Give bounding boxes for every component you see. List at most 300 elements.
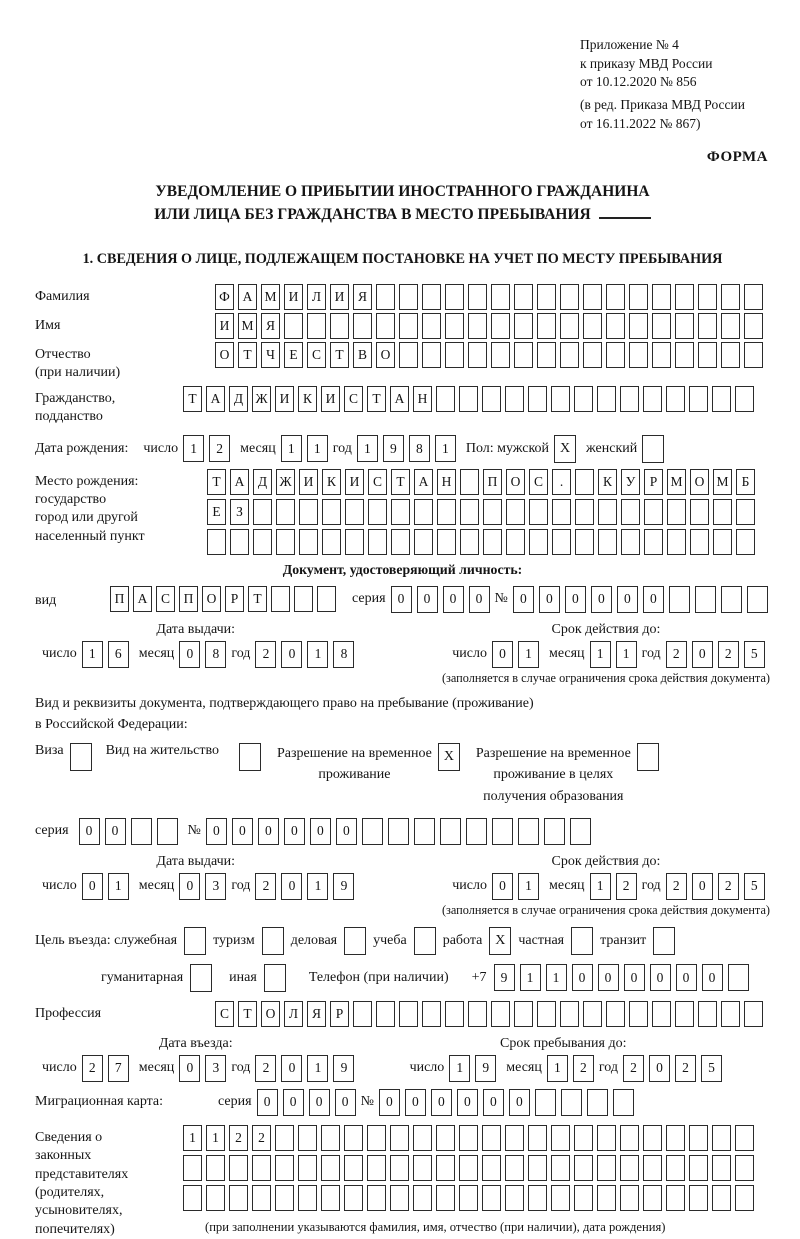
temp-edu-label-line1: Разрешение на временное: [475, 745, 631, 761]
char-cell: А: [230, 469, 249, 495]
char-cell: [537, 1001, 556, 1027]
tourism-label: туризм: [213, 932, 255, 948]
phone-label: Телефон (при наличии): [308, 969, 449, 985]
char-cell: [376, 1001, 395, 1027]
doc-issue-heading: Дата выдачи:: [156, 621, 236, 637]
char-cell: [459, 386, 478, 412]
char-cell: [652, 313, 671, 339]
permit-series-label: серия: [35, 823, 69, 839]
char-cell: И: [284, 284, 303, 310]
char-cell: 2: [255, 1055, 276, 1082]
char-cell: 0: [310, 818, 331, 845]
char-cell: 0: [492, 873, 513, 900]
char-cell: 0: [391, 586, 412, 613]
char-cell: [353, 1001, 372, 1027]
month-label: месяц: [548, 646, 585, 661]
char-cell: 1: [518, 641, 539, 668]
char-cell: [561, 1089, 582, 1116]
permits-row: [35, 743, 770, 808]
char-cell: [643, 386, 662, 412]
char-cell: 2: [616, 873, 637, 900]
permit-issue-day-grid: [82, 873, 129, 900]
char-cell: 2: [573, 1055, 594, 1082]
name-grid: [215, 313, 763, 339]
permit-valid-year-grid: [666, 873, 765, 900]
char-cell: [459, 1125, 478, 1151]
char-cell: [70, 743, 92, 771]
temp-residence-label: [277, 743, 432, 786]
char-cell: 9: [333, 1055, 354, 1082]
char-cell: [345, 499, 364, 525]
char-cell: [190, 964, 212, 992]
char-cell: Я: [261, 313, 280, 339]
profession-grid: [215, 1001, 763, 1027]
char-cell: [298, 1155, 317, 1181]
char-cell: [299, 529, 318, 555]
char-cell: Р: [644, 469, 663, 495]
char-cell: [399, 284, 418, 310]
study-label: учеба: [373, 932, 407, 948]
other-label: иная: [229, 969, 257, 985]
business-label: деловая: [290, 932, 338, 948]
char-cell: О: [506, 469, 525, 495]
char-cell: 1: [435, 435, 456, 462]
char-cell: [206, 1185, 225, 1211]
char-cell: А: [238, 284, 257, 310]
doc-number-grid: [513, 586, 768, 613]
char-cell: 1: [357, 435, 378, 462]
purpose-label: Цель въезда: служебная: [35, 932, 178, 948]
residence-permit-checkbox: [239, 743, 261, 771]
char-cell: [606, 313, 625, 339]
temp-residence-checkbox: [438, 743, 460, 771]
stay-day-grid: [449, 1055, 496, 1082]
char-cell: С: [529, 469, 548, 495]
char-cell: Ж: [276, 469, 295, 495]
char-cell: [551, 386, 570, 412]
permit-valid-note: (заполняется в случае ограничения срока действия документа): [441, 902, 770, 917]
char-cell: [321, 1155, 340, 1181]
permit-series-grid: [79, 818, 178, 845]
char-cell: [690, 499, 709, 525]
char-cell: [528, 1155, 547, 1181]
char-cell: [390, 1185, 409, 1211]
doc-type-row: [35, 586, 770, 613]
char-cell: [298, 1125, 317, 1151]
char-cell: [712, 1185, 731, 1211]
birth-month-label: месяц: [240, 440, 276, 456]
char-cell: [252, 1185, 271, 1211]
char-cell: 5: [701, 1055, 722, 1082]
char-cell: 0: [232, 818, 253, 845]
char-cell: [299, 499, 318, 525]
char-cell: [652, 284, 671, 310]
id-doc-heading: Документ, удостоверяющий личность:: [282, 561, 523, 577]
char-cell: [529, 529, 548, 555]
char-cell: 1: [546, 964, 567, 991]
char-cell: 2: [252, 1125, 271, 1151]
header-sub-line-1: (в ред. Приказа МВД России: [580, 96, 745, 112]
char-cell: 0: [405, 1089, 426, 1116]
char-cell: 1: [82, 641, 103, 668]
permit-series-row: [35, 818, 770, 845]
char-cell: [721, 284, 740, 310]
char-cell: 0: [457, 1089, 478, 1116]
char-cell: [445, 313, 464, 339]
char-cell: [689, 1155, 708, 1181]
char-cell: [537, 342, 556, 368]
char-cell: 5: [744, 873, 765, 900]
char-cell: [744, 284, 763, 310]
char-cell: [597, 1125, 616, 1151]
temp-residence-label-line1: Разрешение на временное: [276, 745, 432, 761]
humanitarian-label: гуманитарная: [101, 969, 184, 985]
char-cell: 0: [431, 1089, 452, 1116]
char-cell: [629, 342, 648, 368]
char-cell: [736, 499, 755, 525]
char-cell: [183, 1155, 202, 1181]
char-cell: Н: [437, 469, 456, 495]
char-cell: [330, 313, 349, 339]
char-cell: 0: [281, 873, 302, 900]
char-cell: 1: [281, 435, 302, 462]
char-cell: [436, 1185, 455, 1211]
stay-until-heading: Срок пребывания до:: [500, 1035, 627, 1051]
char-cell: [368, 499, 387, 525]
header-reference: [580, 36, 768, 133]
char-cell: [537, 284, 556, 310]
char-cell: Д: [253, 469, 272, 495]
char-cell: 0: [702, 964, 723, 991]
birth-day-label: число: [143, 440, 179, 456]
char-cell: 0: [591, 586, 612, 613]
char-cell: [505, 1185, 524, 1211]
section1-heading: 1. СВЕДЕНИЯ О ЛИЦЕ, ПОДЛЕЖАЩЕМ ПОСТАНОВКЕ НА УЧЕТ ПО МЕСТУ ПРЕБЫВАНИЯ: [82, 250, 723, 267]
char-cell: М: [261, 284, 280, 310]
char-cell: И: [321, 386, 340, 412]
char-cell: [344, 927, 366, 955]
permit-valid-fields: [447, 873, 764, 900]
char-cell: [721, 313, 740, 339]
char-cell: К: [298, 386, 317, 412]
char-cell: 9: [333, 873, 354, 900]
char-cell: [482, 1125, 501, 1151]
char-cell: Ж: [252, 386, 271, 412]
name-label: Имя: [35, 317, 61, 333]
surname-label: Фамилия: [35, 288, 90, 304]
char-cell: [583, 284, 602, 310]
char-cell: [271, 586, 290, 612]
char-cell: [482, 1185, 501, 1211]
char-cell: 0: [258, 818, 279, 845]
year-label: год: [598, 1060, 618, 1076]
char-cell: 0: [379, 1089, 400, 1116]
char-cell: Т: [238, 342, 257, 368]
char-cell: 3: [205, 1055, 226, 1082]
char-cell: [436, 386, 455, 412]
char-cell: 1: [590, 873, 611, 900]
char-cell: [466, 818, 487, 845]
char-cell: 0: [483, 1089, 504, 1116]
char-cell: [675, 342, 694, 368]
char-cell: [362, 818, 383, 845]
char-cell: [574, 1185, 593, 1211]
char-cell: [459, 1185, 478, 1211]
char-cell: [322, 499, 341, 525]
residence-doc-text: [35, 693, 770, 735]
day-label: число: [42, 878, 77, 894]
page-title: [35, 180, 770, 227]
official-checkbox: [184, 927, 206, 955]
residence-permit-pair: [106, 743, 261, 771]
char-cell: [552, 499, 571, 525]
char-cell: 0: [281, 1055, 302, 1082]
char-cell: [747, 586, 768, 613]
char-cell: 0: [309, 1089, 330, 1116]
char-cell: 9: [475, 1055, 496, 1082]
char-cell: [712, 386, 731, 412]
char-cell: [642, 435, 664, 463]
name-row: [35, 313, 770, 339]
char-cell: 6: [108, 641, 129, 668]
guardians-label-line4: (родителях,: [35, 1184, 105, 1200]
char-cell: [376, 313, 395, 339]
char-cell: [675, 313, 694, 339]
char-cell: [535, 1089, 556, 1116]
header-sub-line-2: от 16.11.2022 № 867): [580, 115, 701, 131]
char-cell: [344, 1155, 363, 1181]
char-cell: [575, 469, 594, 495]
stay-until-group: [405, 1036, 722, 1082]
char-cell: 0: [179, 873, 200, 900]
char-cell: Н: [413, 386, 432, 412]
char-cell: [560, 1001, 579, 1027]
char-cell: 0: [624, 964, 645, 991]
char-cell: М: [238, 313, 257, 339]
char-cell: 1: [518, 873, 539, 900]
birthplace-label-line4: населенный пункт: [35, 528, 145, 544]
permit-number-sign: №: [187, 823, 201, 839]
char-cell: [698, 284, 717, 310]
char-cell: 1: [307, 1055, 328, 1082]
char-cell: Т: [207, 469, 226, 495]
char-cell: [695, 586, 716, 613]
doc-issue-year-grid: [255, 641, 354, 668]
char-cell: 0: [572, 964, 593, 991]
char-cell: [528, 386, 547, 412]
char-cell: [735, 1155, 754, 1181]
char-cell: С: [215, 1001, 234, 1027]
char-cell: [528, 1185, 547, 1211]
char-cell: [744, 1001, 763, 1027]
char-cell: [344, 1185, 363, 1211]
char-cell: [587, 1089, 608, 1116]
char-cell: [276, 499, 295, 525]
char-cell: [574, 386, 593, 412]
char-cell: [667, 499, 686, 525]
char-cell: [620, 1155, 639, 1181]
transit-checkbox: [653, 927, 675, 955]
birth-day-grid: [183, 435, 230, 462]
permit-dates-row: [35, 854, 770, 918]
char-cell: [689, 1185, 708, 1211]
char-cell: В: [353, 342, 372, 368]
char-cell: [514, 284, 533, 310]
char-cell: [264, 964, 286, 992]
char-cell: [620, 1125, 639, 1151]
char-cell: 2: [666, 873, 687, 900]
guardians-label-line2: законных: [35, 1148, 92, 1164]
char-cell: О: [690, 469, 709, 495]
char-cell: [322, 529, 341, 555]
char-cell: [413, 1125, 432, 1151]
char-cell: Т: [248, 586, 267, 612]
char-cell: О: [261, 1001, 280, 1027]
entry-year-grid: [255, 1055, 354, 1082]
guardians-label-line1: Сведения о: [35, 1129, 103, 1145]
char-cell: О: [215, 342, 234, 368]
char-cell: П: [179, 586, 198, 612]
char-cell: [468, 1001, 487, 1027]
char-cell: [606, 1001, 625, 1027]
phone-prefix: +7: [471, 969, 487, 985]
char-cell: [344, 1125, 363, 1151]
year-label: год: [231, 1060, 251, 1076]
char-cell: 0: [336, 818, 357, 845]
char-cell: [551, 1185, 570, 1211]
entry-dates-row: [35, 1036, 770, 1082]
guardians-grid-2: [183, 1155, 754, 1181]
birthdate-row: [35, 435, 770, 463]
char-cell: [689, 1125, 708, 1151]
char-cell: 0: [643, 586, 664, 613]
char-cell: И: [215, 313, 234, 339]
day-label: число: [409, 1060, 445, 1076]
char-cell: 2: [209, 435, 230, 462]
char-cell: Е: [284, 342, 303, 368]
char-cell: [583, 342, 602, 368]
char-cell: [721, 1001, 740, 1027]
birthplace-grid-2: [207, 499, 755, 525]
doc-issue-group: [37, 622, 354, 686]
char-cell: 1: [590, 641, 611, 668]
guardians-grid-3: [183, 1185, 754, 1211]
char-cell: С: [156, 586, 175, 612]
char-cell: [721, 586, 742, 613]
char-cell: [736, 529, 755, 555]
char-cell: [376, 284, 395, 310]
birthplace-grid-1: [207, 469, 755, 495]
permit-valid-group: [442, 854, 770, 918]
year-label: год: [641, 646, 661, 661]
char-cell: Л: [284, 1001, 303, 1027]
char-cell: [653, 927, 675, 955]
patronymic-label-line2: (при наличии): [35, 365, 121, 381]
char-cell: 0: [281, 641, 302, 668]
char-cell: 1: [307, 641, 328, 668]
doc-series-label: серия: [352, 591, 386, 606]
day-label: число: [452, 878, 487, 894]
char-cell: [629, 1001, 648, 1027]
purpose-row: [35, 927, 770, 955]
char-cell: [445, 1001, 464, 1027]
char-cell: 0: [335, 1089, 356, 1116]
sex-female-label: женский: [586, 440, 638, 456]
permit-number-grid: [206, 818, 591, 845]
char-cell: [157, 818, 178, 845]
char-cell: [629, 313, 648, 339]
char-cell: 0: [492, 641, 513, 668]
char-cell: [307, 313, 326, 339]
char-cell: [713, 499, 732, 525]
char-cell: 0: [79, 818, 100, 845]
char-cell: Р: [330, 1001, 349, 1027]
entry-date-fields: [37, 1055, 354, 1082]
residence-doc-line1: Вид и реквизиты документа, подтверждающего право на пребывание (проживание): [35, 695, 534, 711]
char-cell: [367, 1155, 386, 1181]
char-cell: 2: [255, 641, 276, 668]
transit-label: транзит: [600, 932, 647, 948]
char-cell: 1: [206, 1125, 225, 1151]
char-cell: 1: [307, 873, 328, 900]
char-cell: И: [345, 469, 364, 495]
doc-issue-month-grid: [179, 641, 226, 668]
year-label: год: [231, 878, 251, 894]
permit-issue-year-grid: [255, 873, 354, 900]
char-cell: [460, 529, 479, 555]
char-cell: О: [376, 342, 395, 368]
birthplace-grids: [207, 469, 755, 555]
citizenship-label-line1: Гражданство,: [35, 390, 116, 406]
char-cell: [422, 342, 441, 368]
char-cell: [505, 1155, 524, 1181]
char-cell: 1: [520, 964, 541, 991]
char-cell: [413, 1185, 432, 1211]
char-cell: 3: [205, 873, 226, 900]
title-line-1: УВЕДОМЛЕНИЕ О ПРИБЫТИИ ИНОСТРАННОГО ГРАЖДАНИНА: [155, 183, 650, 201]
char-cell: [253, 529, 272, 555]
char-cell: [317, 586, 336, 612]
char-cell: [422, 284, 441, 310]
temp-edu-checkbox: [637, 743, 659, 771]
doc-type-label: вид: [35, 592, 57, 608]
mig-series-label: серия: [218, 1094, 252, 1110]
char-cell: Т: [330, 342, 349, 368]
guardians-grid-1: [183, 1125, 754, 1151]
char-cell: [728, 964, 749, 991]
birthplace-row: [35, 469, 770, 555]
doc-dates-row: [35, 622, 770, 686]
char-cell: [399, 342, 418, 368]
work-label: работа: [442, 932, 483, 948]
char-cell: 1: [547, 1055, 568, 1082]
year-label: год: [641, 878, 661, 894]
char-cell: [284, 313, 303, 339]
char-cell: [491, 313, 510, 339]
char-cell: [437, 499, 456, 525]
char-cell: [468, 284, 487, 310]
char-cell: [483, 529, 502, 555]
char-cell: [598, 499, 617, 525]
profession-row: [35, 1001, 770, 1027]
char-cell: М: [667, 469, 686, 495]
patronymic-label: [35, 342, 215, 383]
char-cell: [445, 342, 464, 368]
char-cell: [514, 342, 533, 368]
char-cell: М: [713, 469, 732, 495]
visa-label: Виза: [35, 742, 64, 758]
birthplace-label-line2: государство: [35, 491, 107, 507]
